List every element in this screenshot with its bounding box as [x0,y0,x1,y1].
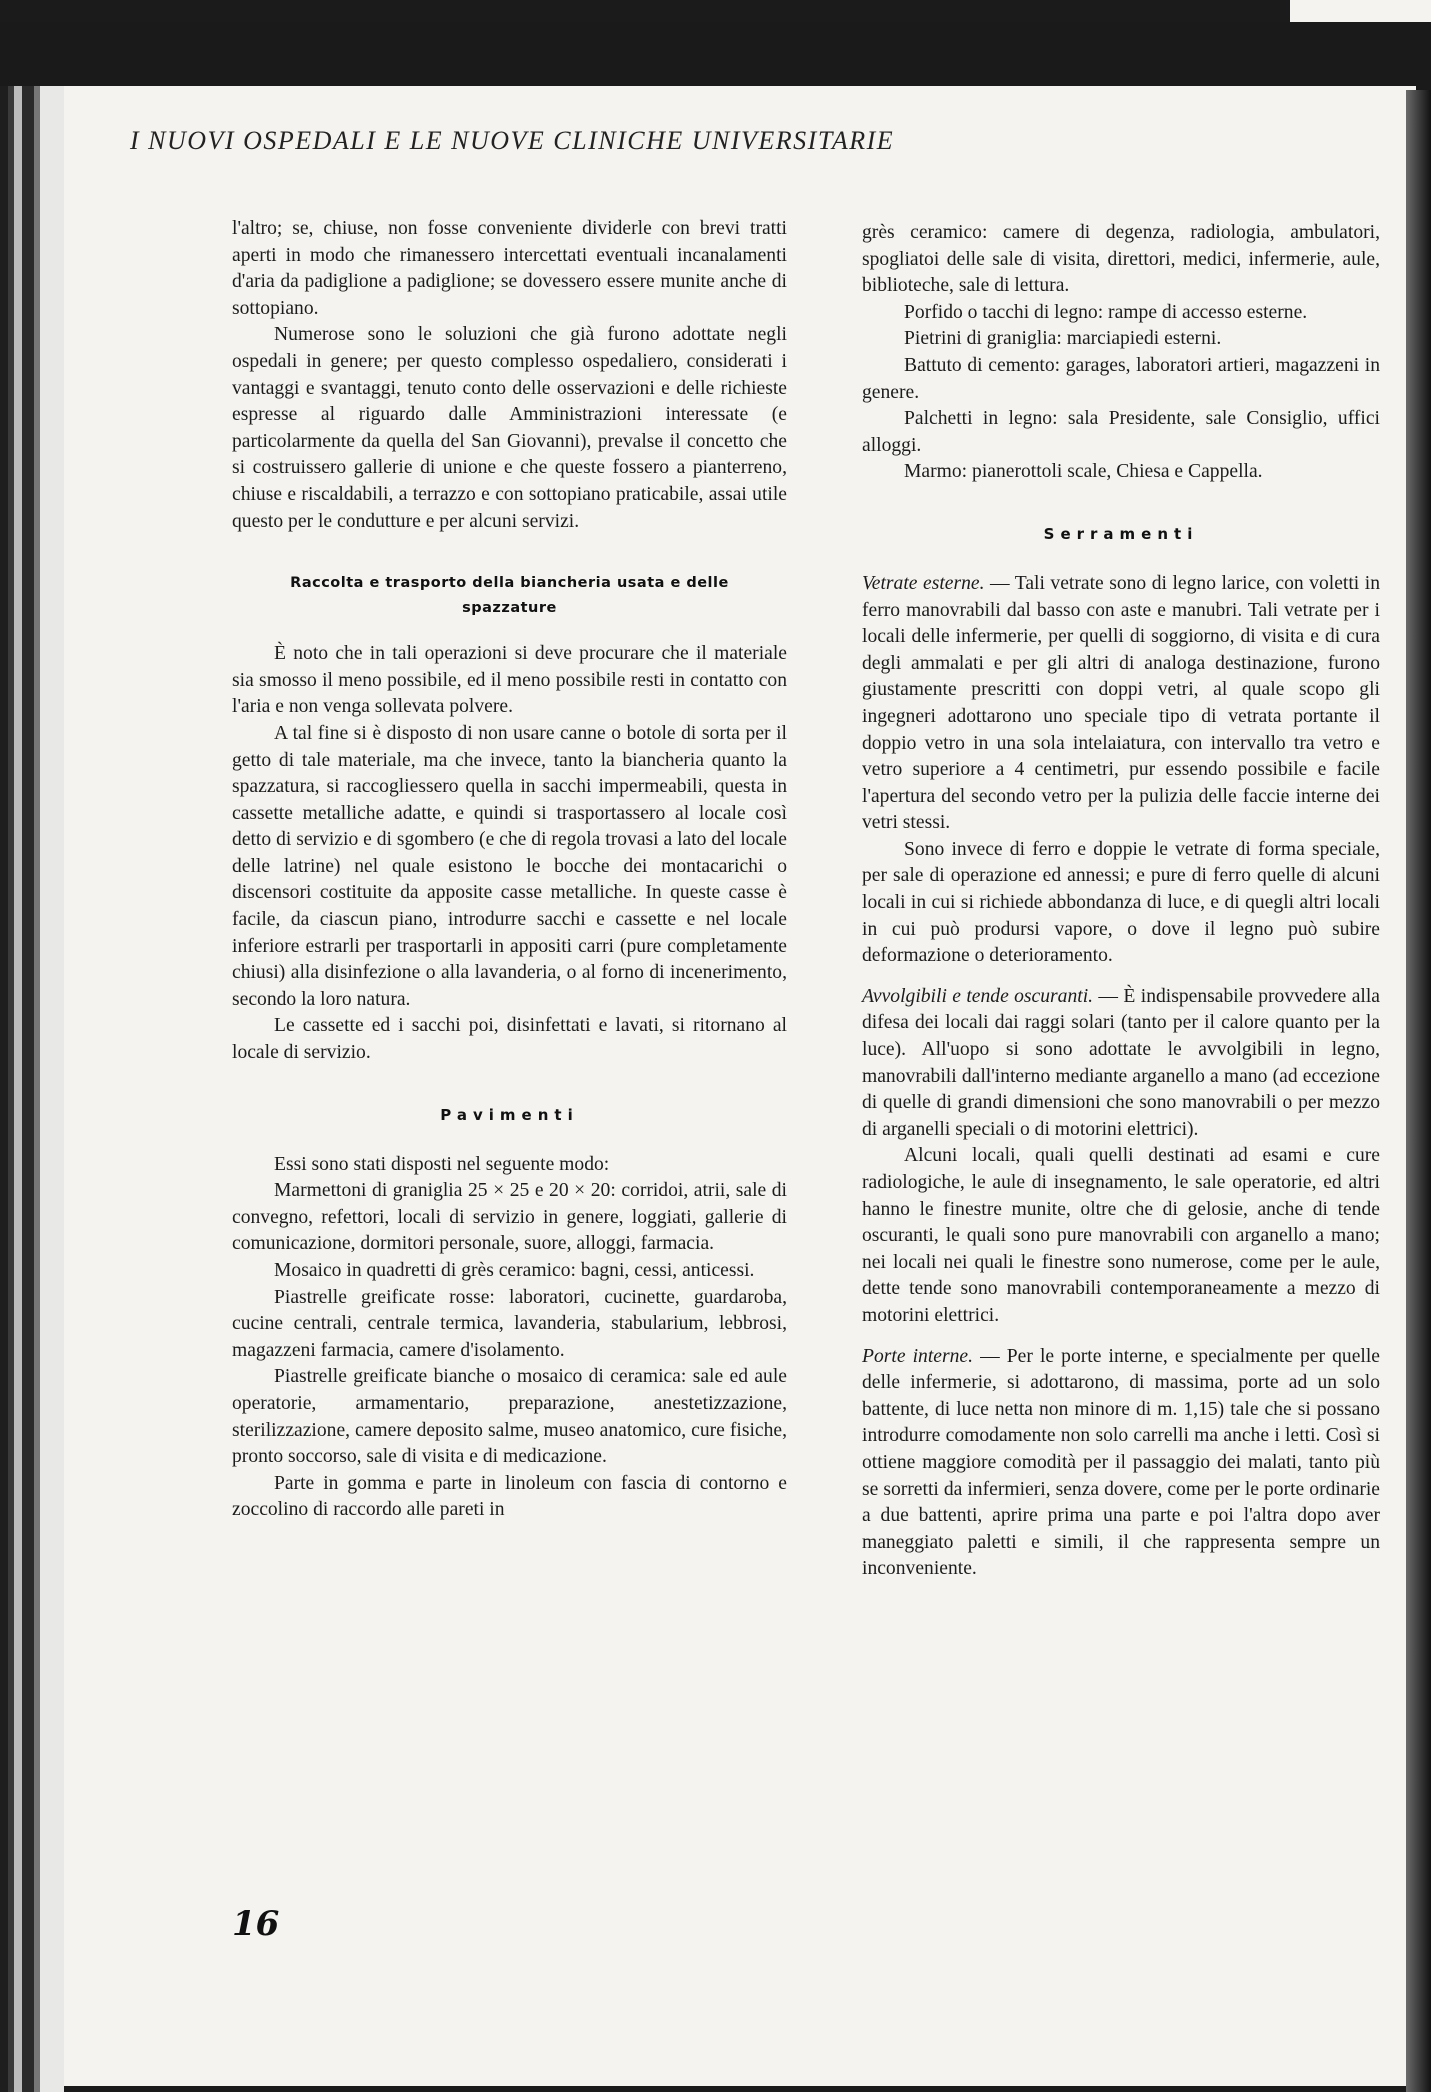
paragraph: Le cassette ed i sacchi poi, disinfettati e lavati, si ritornano al locale di servizio. [232,1015,787,1064]
scan-dark-border [0,0,1290,22]
paragraph: Numerose sono le soluzioni che già furono adottate negli ospedali in genere; per questo complesso ospedaliero, considerati i vantaggi e svantaggi, tenuto conto delle osservazioni e delle richieste espresse al riguardo dalle Amministrazioni interessate (e particolarmente da quella del San Giovanni), prevalse il concetto che si costruissero gallerie di unione e che queste fossero a pianterreno, chiuse e riscaldabili, a terrazzo e con sottopiano praticabile, assai utile questo per le condutture e per alcuni servizi. [232,324,787,532]
paragraph: Parte in gomma e parte in linoleum con fascia di contorno e zoccolino di raccordo alle pareti in [232,1472,787,1521]
paragraph: Battuto di cemento: garages, laboratori artieri, magazzeni in genere. [862,354,1380,403]
paragraph-text: — Per le porte interne, e specialmente per quelle delle infermerie, si adottarono, di massima, porte ad un solo battente, di luce netta non minore di m. 1,15) tale che si possano introdurre comodamente non solo carrelli ma anche i letti. Così si ottiene maggiore comodità per il passaggio dei malati, tanto più se sorretti da infermieri, senza dovere, come per le porte ordinarie a due battenti, aprire prima una parte e poi l'altra dopo aver maneggiato paletti e simili, il che rappresenta sempre un inconveniente. [862,1345,1381,1580]
page-number: 16 [232,1904,280,1944]
paragraph: È noto che in tali operazioni si deve procurare che il materiale sia smosso il meno possibile, ed il meno possibile resti in contatto con l'aria e non venga sollevata polvere. [232,643,787,718]
section-heading-pavimenti: Pavimenti [440,1105,579,1124]
run-in-label: Porte interne. [862,1345,974,1367]
right-column [862,220,1380,1583]
paragraph: grès ceramico: camere di degenza, radiologia, ambulatori, spogliatoi delle sale di visita, direttori, medici, infermerie, aule, biblioteche, sale di lettura. [862,222,1380,297]
page-right-edge [1406,90,1431,2092]
left-column [232,216,787,1524]
paragraph: Pietrini di graniglia: marciapiedi esterni. [904,328,1222,350]
paragraph: Mosaico in quadretti di grès ceramico: bagni, cessi, anticessi. [274,1260,755,1281]
paragraph: Alcuni locali, quali quelli destinati ad esami e cure radiologiche, le aule di insegnamento, le sale operatorie, ed altri hanno le finestre munite, oltre che di gelosie, anche di tende oscuranti, le quali sono pure manovrabili con arganello a mano; nei locali nei quali le finestre sono numerose, come per le aule, dette tende sono manovrabili contemporaneamente a mezzo di motorini elettrici. [862,1145,1380,1326]
paragraph: Piastrelle greificate rosse: laboratori, cucinette, guardaroba, cucine centrali, centrale termica, lavanderia, stabularium, lebbrosi, magazzeni farmacia, camere d'isolamento. [232,1286,787,1361]
paragraph: Essi sono stati disposti nel seguente modo: [274,1153,610,1175]
paragraph: A tal fine si è disposto di non usare canne o botole di sorta per il getto di tale materiale, ma che invece, tanto la biancheria quanto la spazzatura, si raccogliessero quella in sacchi impermeabili, questa in cassette metalliche adatte, e quindi si trasportassero al locale così detto di servizio e di sgombero (e che di regola trovasi a lato del locale delle latrine) nel quale esistono le bocche dei montacarichi o discensori costituite da apposite casse metalliche. In queste casse è facile, da ciascun piano, introdurre sacchi e cassette e nel locale inferiore estrarli per trasportarli in appositi carri (pure completamente chiusi) alla disinfezione o alla lavanderia, o al forno di incenerimento, secondo la loro natura. [232,722,787,1010]
paragraph-vetrate [862,571,1380,837]
paragraph: Porfido o tacchi di legno: rampe di accesso esterne. [904,301,1308,323]
paragraph: l'altro; se, chiuse, non fosse conveniente dividerle con brevi tratti aperti in modo che rimanessero intercettati eventuali incanalamenti d'aria da padiglione a padiglione; se dovessero essere munite anche di sottopiano. [232,218,787,319]
running-title: I NUOVI OSPEDALI E LE NUOVE CLINICHE UNIVERSITARIE [130,126,895,155]
paragraph-avvolgibili [862,984,1380,1144]
section-heading-serramenti: Serramenti [1043,524,1199,543]
paragraph-text: — Tali vetrate sono di legno larice, con voletti in ferro manovrabili dal basso con aste e manubri. Tali vetrate per i locali delle infermerie, per quelli di soggiorno, di visita e di cura degli ammalati e per gli altri di analoga destinazione, furono giustamente prescritti con doppi vetri, al quale scopo gli ingegneri adottarono uno speciale tipo di vetrata portante il doppio vetro in una sola intelaiatura, con intervallo tra vetro e vetro superiore a 4 centimetri, pur essendo possibile e facile l'apertura del secondo vetro per la pulizia delle faccie interne dei vetri stessi. [862,572,1380,834]
paragraph-porte [862,1344,1380,1583]
paragraph: Marmo: pianerottoli scale, Chiesa e Cappella. [904,461,1263,483]
page-stack-left-edge [0,86,64,2092]
run-in-label: Avvolgibili e tende oscuranti. [862,985,1094,1007]
run-in-label: Vetrate esterne. [862,572,985,594]
paragraph: Sono invece di ferro e doppie le vetrate di forma speciale, per sale di operazione ed annessi; e pure di ferro quelle di alcuni locali in cui si richiede abbondanza di luce, e di quegli altri locali in cui può prodursi vapore, o dove il legno può subire deformazione o deterioramento. [862,838,1380,967]
paragraph-text: — È indispensabile provvedere alla difesa dei locali dai raggi solari (tanto per il calore quanto per la luce). All'uopo si sono adottate le avvolgibili in legno, manovrabili dall'interno mediante arganello a mano (ad eccezione di quelle di grandi dimensioni che sono manovrabili o per mezzo di arganelli speciali o di motorini elettrici). [862,985,1380,1140]
paragraph: Piastrelle greificate bianche o mosaico di ceramica: sale ed aule operatorie, armamentario, preparazione, anestetizzazione, sterilizzazione, camere deposito salme, museo anatomico, cure fisiche, pronto soccorso, sale di visita e di medicazione. [232,1366,787,1468]
paragraph: Marmettoni di graniglia 25 × 25 e 20 × 20: corridoi, atrii, sale di convegno, refettori, locali di servizio in genere, loggiati, gallerie di comunicazione, dormitori personale, suore, alloggi, farmacia. [232,1180,787,1255]
section-heading-raccolta: Raccolta e trasporto della biancheria usata e delle spazzature [290,575,729,617]
paragraph: Palchetti in legno: sala Presidente, sale Consiglio, uffici alloggi. [862,408,1380,456]
